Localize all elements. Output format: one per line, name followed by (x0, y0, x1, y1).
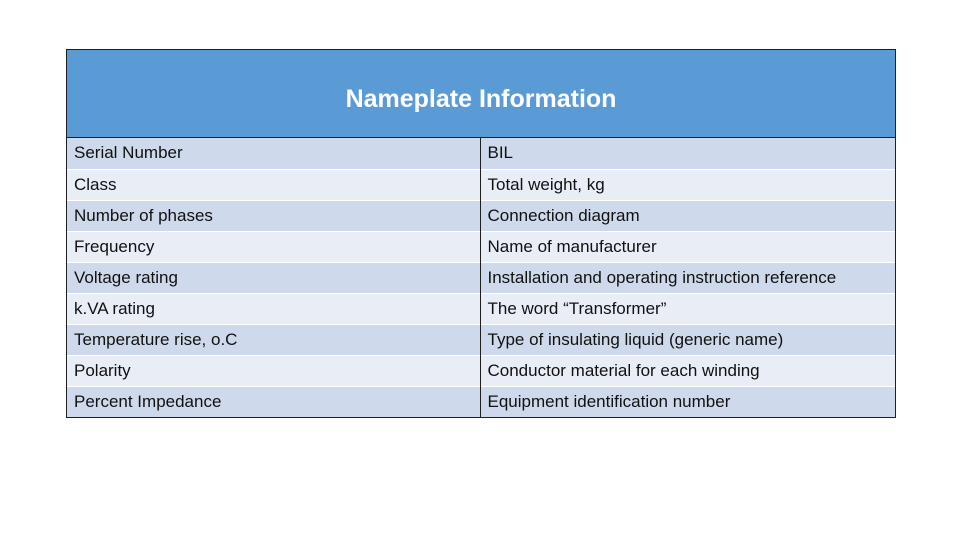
table-row (67, 200, 895, 231)
table-cell-left: Frequency (67, 231, 480, 262)
table-cell-right: BIL (480, 138, 895, 169)
table-cell-right: Conductor material for each winding (480, 355, 895, 386)
table-cell-right: The word “Transformer” (480, 293, 895, 324)
table-cell-left: Temperature rise, o.C (67, 324, 480, 355)
table-row (67, 231, 895, 262)
table-cell-right: Connection diagram (480, 200, 895, 231)
table-cell-right: Installation and operating instruction reference (480, 262, 895, 293)
table-cell-left: Percent Impedance (67, 386, 480, 417)
table-row (67, 293, 895, 324)
table-row (67, 355, 895, 386)
table-cell-left: Class (67, 169, 480, 200)
table-cell-right: Equipment identification number (480, 386, 895, 417)
table-row (67, 138, 895, 169)
table-title: Nameplate Information (345, 85, 617, 113)
table-cell-left: Voltage rating (67, 262, 480, 293)
table-cell-right: Name of manufacturer (480, 231, 895, 262)
table-header (67, 50, 895, 138)
table-cell-left: k.VA rating (67, 293, 480, 324)
table-cell-left: Number of phases (67, 200, 480, 231)
nameplate-table (66, 49, 896, 418)
table-cell-left: Polarity (67, 355, 480, 386)
table-cell-right: Total weight, kg (480, 169, 895, 200)
table-cell-right: Type of insulating liquid (generic name) (480, 324, 895, 355)
table-row (67, 169, 895, 200)
table-row (67, 324, 895, 355)
table-row (67, 262, 895, 293)
table-cell-left: Serial Number (67, 138, 480, 169)
table-body (67, 138, 895, 417)
table-row (67, 386, 895, 417)
